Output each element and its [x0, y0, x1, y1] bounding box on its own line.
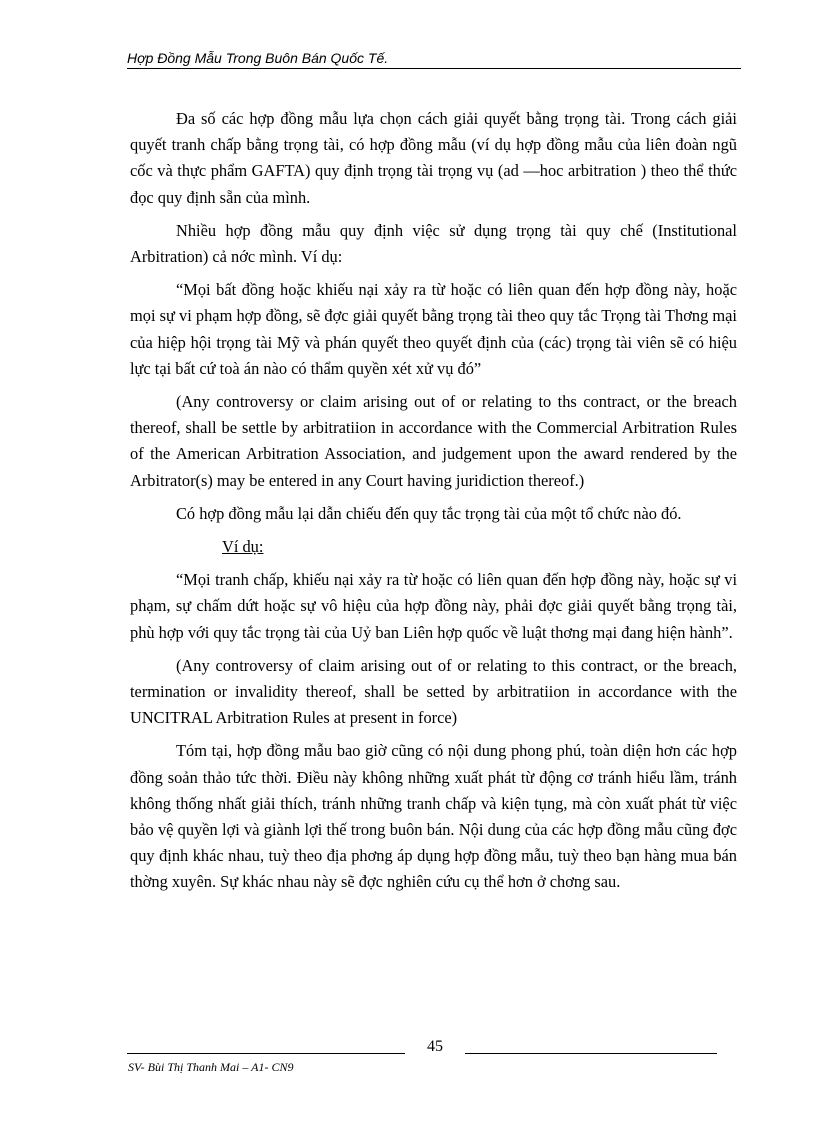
- example-label-row: [130, 534, 737, 560]
- quote-paragraph: “Mọi bất đồng hoặc khiếu nại xảy ra từ hoặc có liên quan đến hợp đồng này, hoặc mọi sự vi phạm hợp đồng, sẽ đợc giải quyết bằng trọng tài theo quy tắc Trọng tài Thơng mại của hiệp hội trọng tài Mỹ và phán quyết theo quyết định của (các) trọng tài viên sẽ có hiệu lực tại bất cứ toà án nào có thẩm quyền xét xử vụ đó”: [130, 280, 737, 378]
- paragraph: Có hợp đồng mẫu lại dẫn chiếu đến quy tắc trọng tài của một tổ chức nào đó.: [176, 503, 682, 523]
- example-label: Ví dụ:: [222, 537, 264, 557]
- page-header: [127, 50, 741, 69]
- paragraph: Tóm tại, hợp đồng mẫu bao giờ cũng có nội dung phong phú, toàn diện hơn các hợp đồng soản thảo tức thời. Điều này không những xuất phát từ động cơ tránh hiểu lầm, tránh không thống nhất giải thích, tránh những tranh chấp và kiện tụng, mà còn xuất phát từ việc bảo vệ quyền lợi và giành lợi thế trong buôn bán. Nội dung của các hợp đồng mẫu cũng đợc quy định khác nhau, tuỳ theo địa phơng áp dụng hợp đồng mẫu, tuỳ theo bạn hàng mua bán thờng xuyên. Sự khác nhau này sẽ đợc nghiên cứu cụ thể hơn ở chơng sau.: [130, 741, 737, 892]
- document-body: [130, 106, 737, 903]
- paragraph: Đa số các hợp đồng mẫu lựa chọn cách giải quyết bằng trọng tài. Trong cách giải quyết tranh chấp bằng trọng tài, có hợp đồng mẫu (ví dụ hợp đồng mẫu của liên đoàn ngũ cốc và thực phẩm GAFTA) quy định trọng tài trọng vụ (ad —hoc arbitration ) theo thể thức đọc quy định sẵn của mình.: [130, 109, 737, 207]
- header-title: Hợp Đồng Mẫu Trong Buôn Bán Quốc Tế.: [127, 50, 389, 66]
- english-quote-paragraph: (Any controversy or claim arising out of or relating to ths contract, or the breach thereof, shall be settle by arbitratiion in accordance with the Commercial Arbitration Rules of the American Arbitration Association, and judgement upon the award rendered by the Arbitrator(s) may be entered in any Court having juridiction thereof.): [130, 392, 737, 490]
- footer-author: SV- Bùi Thị Thanh Mai – A1- CN9: [128, 1060, 294, 1074]
- english-quote-paragraph: (Any controversy of claim arising out of or relating to this contract, or the breach, termination or invalidity thereof, shall be setted by arbitratiion in accordance with the UNCITRAL Arbitration Rules at present in force): [130, 655, 737, 728]
- page-number: 45: [405, 1038, 465, 1056]
- quote-paragraph: “Mọi tranh chấp, khiếu nại xảy ra từ hoặc có liên quan đến hợp đồng này, hoặc sự vi phạm, sự chấm dứt hoặc sự vô hiệu của hợp đồng này, phải đợc giải quyết bằng trọng tài, phù hợp với quy tắc trọng tài của Uỷ ban Liên hợp quốc về luật thơng mại đang hiện hành”.: [130, 570, 737, 642]
- paragraph: Nhiều hợp đồng mẫu quy định việc sử dụng trọng tài quy chế (Institutional Arbitration) cả nớc mình. Ví dụ:: [130, 220, 737, 267]
